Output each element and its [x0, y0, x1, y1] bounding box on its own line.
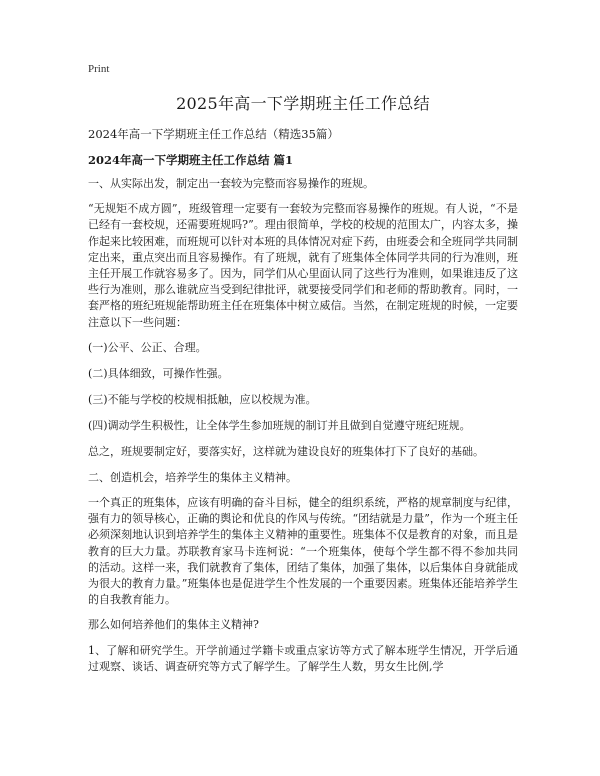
paragraph-understand-students: 1、了解和研究学生。开学前通过学籍卡或重点家访等方式了解本班学生情况，开学后通过观察、谈话、调查研究等方式了解学生。了解学生人数，男女生比例,学	[88, 643, 518, 673]
list-item: (一)公平、公正、合理。	[88, 340, 207, 354]
paragraph-point-one: 一、从实际出发，制定出一套较为完整而容易操作的班规。	[88, 177, 374, 190]
list-item: (四)调动学生积极性，让全体学生参加班规的制订并且做到自觉遵守班纪班规。	[88, 418, 471, 432]
section-heading: 2024年高一下学期班主任工作总结 篇1	[88, 153, 294, 167]
paragraph-summary: 总之，班规要制定好，要落实好，这样就为建设良好的班集体打下了良好的基础。	[88, 444, 484, 458]
paragraph-point-two: 二、创造机会，培养学生的集体主义精神。	[88, 470, 297, 484]
document-page	[88, 62, 518, 684]
list-item: (三)不能与学校的校规相抵触，应以校规为准。	[88, 392, 317, 406]
paragraph-question: 那么如何培养他们的集体主义精神?	[88, 618, 259, 632]
document-subtitle: 2024年高一下学期班主任工作总结（精选35篇）	[88, 127, 339, 141]
paragraph-collective: 一个真正的班集体，应该有明确的奋斗目标，健全的组织系统，严格的规章制度与纪律，强有力的领导核心，正确的舆论和优良的作风与传统。“团结就是力量”，作为一个班主任必须深刻地认识到培养学生的集体主义精神的重要性。班集体不仅是教育的对象，而且是教育的巨大力量。苏联教育家马卡连柯说：“一个班集体，使每个学生都不得不参加共同的活动。这样一来，我们就教育了集体，团结了集体，加强了集体，以后集体自身就能成为很大的教育力量。”班集体也是促进学生个性发展的一个重要因素。班集体还能培养学生的自我教育能力。	[88, 496, 518, 607]
paragraph-class-rules: “无规矩不成方圆”，班级管理一定要有一套较为完整而容易操作的班规。有人说，“不是已经有一套校规，还需要班规吗?”。理由很简单，学校的校规的范围太广，内容太多，操作起来比较困难，而班规可以针对本班的具体情况对症下药，由班委会和全班同学共同制定出来，重点突出而且容易操作。有了班规，就有了班集体全体同学共同的行为准则，班主任开展工作就容易多了。因为，同学们从心里面认同了这些行为准则，如果谁违反了这些行为准则，那么谁就应当受到纪律批评，就要接受同学们和老师的帮助教育。同时，一套严格的班纪班规能帮助班主任在班集体中树立威信。当然，在制定班规的时候，一定要注意以下一些问题：	[88, 202, 518, 329]
print-label: Print	[88, 63, 110, 75]
list-item: (二)具体细致，可操作性强。	[88, 366, 229, 380]
document-title: 2025年高一下学期班主任工作总结	[176, 94, 430, 113]
